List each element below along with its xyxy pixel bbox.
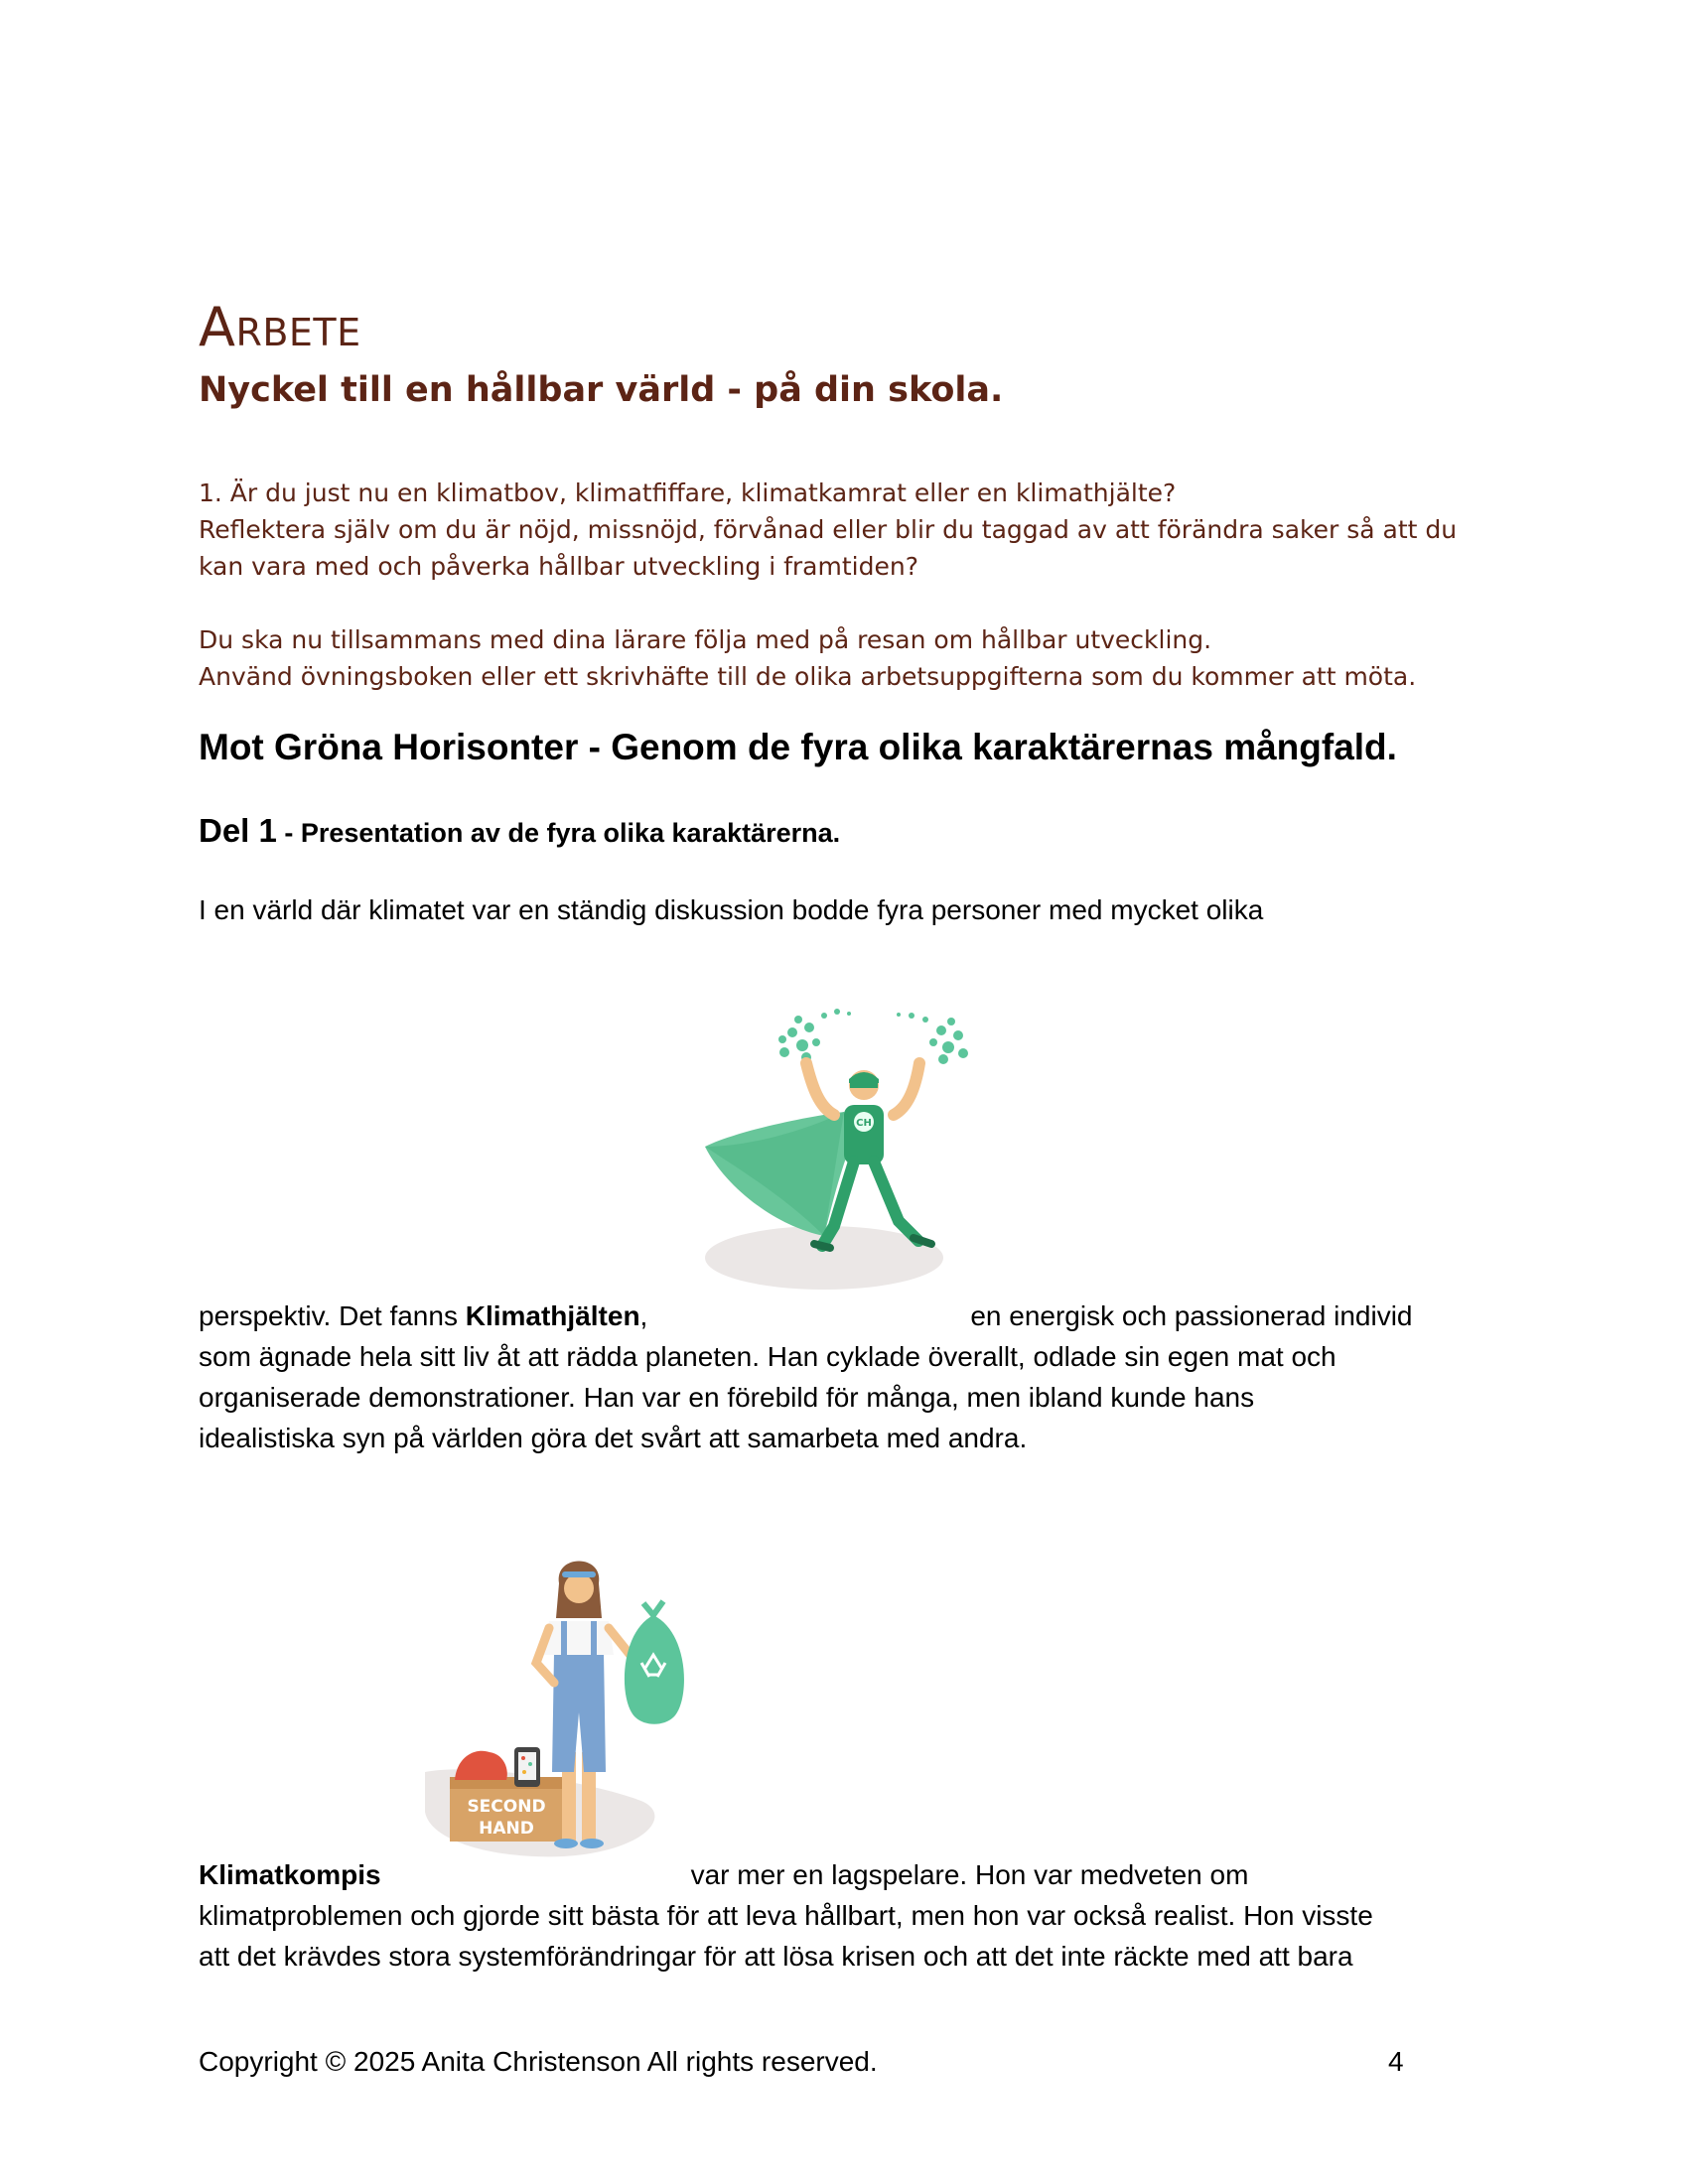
- part-heading: [199, 812, 840, 850]
- intro-p2-line1: Du ska nu tillsammans med dina lärare följa med på resan om hållbar utveckling.: [199, 625, 1212, 654]
- kompis-line2: klimatproblemen och gjorde sitt bästa för att leva hållbart, men hon var också realist. Hon visste: [199, 1900, 1373, 1931]
- kompis-line3: att det krävdes stora systemförändringar för att lösa krisen och att det inte räckte med att bara: [199, 1941, 1353, 1972]
- hero-badge-text: CH: [856, 1118, 872, 1129]
- section-heading: Mot Gröna Horisonter - Genom de fyra olika karaktärernas mångfald.: [199, 727, 1397, 767]
- part-title: - Presentation av de fyra olika karaktärerna.: [276, 818, 841, 848]
- story-opening-line: I en värld där klimatet var en ständig diskussion bodde fyra personer med mycket olika: [199, 894, 1264, 925]
- kompis-name: Klimatkompis: [199, 1859, 381, 1890]
- hero-line1: [199, 1296, 1499, 1336]
- box-text-line1: SECOND: [467, 1797, 546, 1817]
- title-first-letter: A: [199, 296, 236, 358]
- page-subtitle: Nyckel till en hållbar värld - på din skola.: [199, 370, 1004, 410]
- intro-q1-line3: kan vara med och påverka hållbar utveckling i framtiden?: [199, 552, 918, 581]
- hero-name: Klimathjälten: [465, 1300, 640, 1331]
- hero-line4: idealistiska syn på världen göra det svårt att samarbeta med andra.: [199, 1423, 1028, 1453]
- title-rest: RBETE: [235, 311, 361, 354]
- hero-comma: ,: [639, 1300, 648, 1331]
- kompis-paragraph: [199, 1854, 1499, 1977]
- hero-paragraph: [199, 1296, 1499, 1458]
- intro-text: [199, 475, 1499, 695]
- klimatkompis-illustration: [415, 1544, 713, 1871]
- page-title: [199, 296, 361, 358]
- hero-pre: perspektiv. Det fanns: [199, 1300, 466, 1331]
- box-text-line2: HAND: [479, 1819, 534, 1839]
- footer-copyright: Copyright © 2025 Anita Christenson All rights reserved.: [199, 2046, 878, 2077]
- kompis-line1: [199, 1854, 1499, 1895]
- story-opening: [199, 889, 1499, 930]
- hero-post: en energisk och passionerad individ: [970, 1300, 1413, 1331]
- intro-q1-line2: Reflektera själv om du är nöjd, missnöjd, förvånad eller blir du taggad av att förändra saker så att du: [199, 515, 1458, 544]
- part-label: Del 1: [199, 812, 277, 849]
- superhero-illustration: [695, 998, 983, 1296]
- hero-line3: organiserade demonstrationer. Han var en förebild för många, men ibland kunde hans: [199, 1382, 1255, 1413]
- hero-line2: som ägnade hela sitt liv åt att rädda planeten. Han cyklade överallt, odlade sin egen mat och: [199, 1341, 1336, 1372]
- kompis-post: var mer en lagspelare. Hon var medveten om: [690, 1859, 1249, 1890]
- intro-q1-line1: 1. Är du just nu en klimatbov, klimatfiffare, klimatkamrat eller en klimathjälte?: [199, 478, 1177, 507]
- page-number: 4: [1388, 2046, 1404, 2077]
- intro-p2-line2: Använd övningsboken eller ett skrivhäfte till de olika arbetsuppgifterna som du kommer att möta.: [199, 662, 1417, 691]
